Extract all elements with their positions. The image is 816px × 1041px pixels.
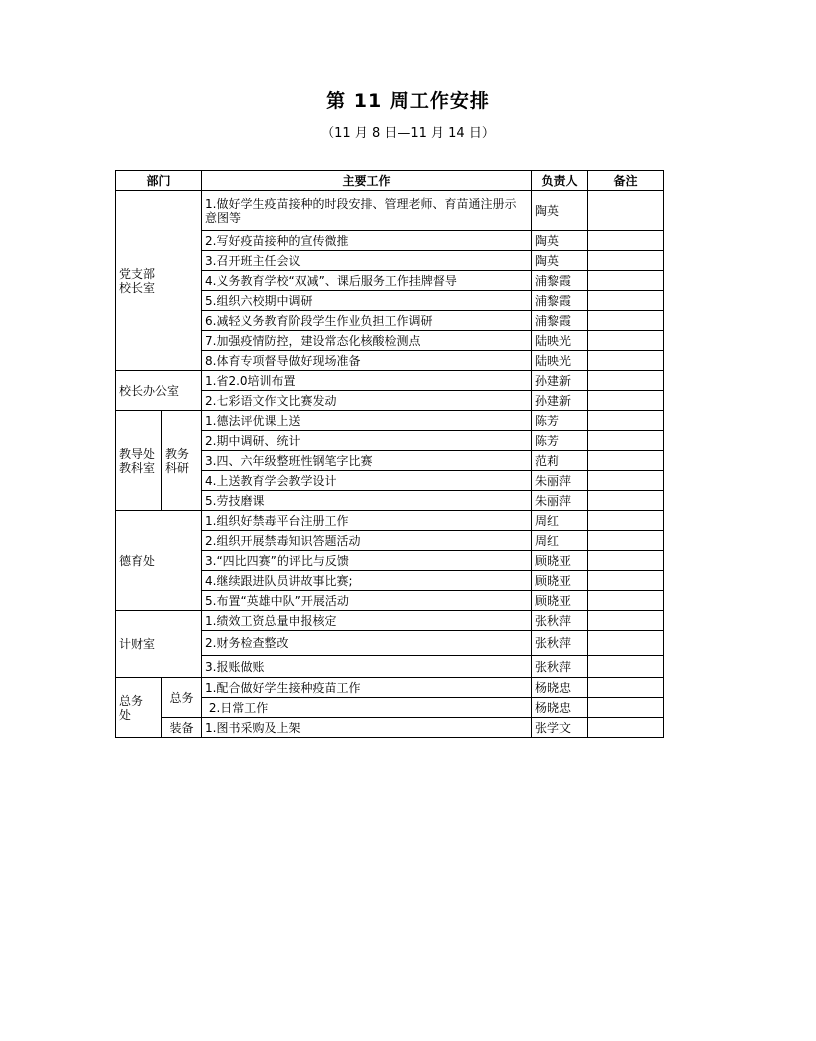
owner-cell: 浦黎霞	[532, 271, 588, 291]
work-cell: 3.四、六年级整班性钢笔字比赛	[202, 451, 532, 471]
owner-cell: 周红	[532, 511, 588, 531]
dept-teaching: 教导处 教科室	[116, 411, 162, 511]
note-cell	[588, 271, 664, 291]
dept-moral: 德育处	[116, 511, 202, 611]
dept-finance: 计财室	[116, 611, 202, 678]
work-cell: 1.德法评优课上送	[202, 411, 532, 431]
owner-cell: 杨晓忠	[532, 698, 588, 718]
owner-cell: 顾晓亚	[532, 591, 588, 611]
owner-cell: 陆映光	[532, 331, 588, 351]
page-title: 第 11 周工作安排	[326, 90, 490, 112]
note-cell	[588, 191, 664, 231]
owner-cell: 顾晓亚	[532, 551, 588, 571]
table-row	[116, 191, 664, 231]
header-owner: 负责人	[532, 171, 588, 191]
note-cell	[588, 451, 664, 471]
table-row	[116, 678, 664, 698]
work-cell: 2.七彩语文作文比赛发动	[202, 391, 532, 411]
owner-cell: 顾晓亚	[532, 571, 588, 591]
dept-general: 总务 处	[116, 678, 162, 738]
work-cell: 7.加强疫情防控，建设常态化核酸检测点	[202, 331, 532, 351]
work-cell: 6.减轻义务教育阶段学生作业负担工作调研	[202, 311, 532, 331]
work-cell: 1.配合做好学生接种疫苗工作	[202, 678, 532, 698]
work-cell: 5.劳技磨课	[202, 491, 532, 511]
work-cell: 2.期中调研、统计	[202, 431, 532, 451]
owner-cell: 陶英	[532, 251, 588, 271]
note-cell	[588, 611, 664, 631]
owner-cell: 张秋萍	[532, 656, 588, 678]
table-header-row	[116, 171, 664, 191]
note-cell	[588, 491, 664, 511]
note-cell	[588, 591, 664, 611]
table-row	[116, 611, 664, 631]
owner-cell: 陈芳	[532, 411, 588, 431]
owner-cell: 陶英	[532, 191, 588, 231]
work-cell: 2.财务检查整改	[202, 631, 532, 656]
note-cell	[588, 291, 664, 311]
work-cell: 4.义务教育学校“双减”、课后服务工作挂牌督导	[202, 271, 532, 291]
dept-research: 教务 科研	[162, 411, 202, 511]
owner-cell: 陆映光	[532, 351, 588, 371]
dept-principal-office: 校长办公室	[116, 371, 202, 411]
work-cell: 5.布置“英雄中队”开展活动	[202, 591, 532, 611]
work-cell: 8.体育专项督导做好现场准备	[202, 351, 532, 371]
owner-cell: 陶英	[532, 231, 588, 251]
note-cell	[588, 631, 664, 656]
table-row	[116, 411, 664, 431]
owner-cell: 张秋萍	[532, 611, 588, 631]
note-cell	[588, 251, 664, 271]
note-cell	[588, 571, 664, 591]
note-cell	[588, 391, 664, 411]
note-cell	[588, 656, 664, 678]
note-cell	[588, 411, 664, 431]
header-note: 备注	[588, 171, 664, 191]
table-row	[116, 511, 664, 531]
owner-cell: 朱丽萍	[532, 471, 588, 491]
work-cell: 2.写好疫苗接种的宣传微推	[202, 231, 532, 251]
work-cell: 2.日常工作	[202, 698, 532, 718]
owner-cell: 范莉	[532, 451, 588, 471]
work-schedule-table	[115, 170, 664, 738]
note-cell	[588, 231, 664, 251]
note-cell	[588, 718, 664, 738]
owner-cell: 孙建新	[532, 371, 588, 391]
owner-cell: 张秋萍	[532, 631, 588, 656]
work-cell: 3.召开班主任会议	[202, 251, 532, 271]
dept-party: 党支部 校长室	[116, 191, 202, 371]
work-cell: 4.上送教育学会教学设计	[202, 471, 532, 491]
owner-cell: 浦黎霞	[532, 311, 588, 331]
header-work: 主要工作	[202, 171, 532, 191]
work-cell: 1.省2.0培训布置	[202, 371, 532, 391]
owner-cell: 孙建新	[532, 391, 588, 411]
work-cell: 3.报账做账	[202, 656, 532, 678]
table-row	[116, 718, 664, 738]
note-cell	[588, 431, 664, 451]
owner-cell: 张学文	[532, 718, 588, 738]
work-cell: 1.组织好禁毒平台注册工作	[202, 511, 532, 531]
work-cell: 3.“四比四赛”的评比与反馈	[202, 551, 532, 571]
dept-general-equipment: 装备	[162, 718, 202, 738]
note-cell	[588, 471, 664, 491]
note-cell	[588, 531, 664, 551]
note-cell	[588, 331, 664, 351]
note-cell	[588, 371, 664, 391]
note-cell	[588, 511, 664, 531]
work-cell: 4.继续跟进队员讲故事比赛;	[202, 571, 532, 591]
owner-cell: 周红	[532, 531, 588, 551]
owner-cell: 朱丽萍	[532, 491, 588, 511]
work-cell: 1.绩效工资总量申报核定	[202, 611, 532, 631]
note-cell	[588, 551, 664, 571]
table-row	[116, 371, 664, 391]
note-cell	[588, 678, 664, 698]
owner-cell: 浦黎霞	[532, 291, 588, 311]
work-cell: 1.做好学生疫苗接种的时段安排、管理老师、育苗通注册示意图等	[202, 191, 532, 231]
note-cell	[588, 351, 664, 371]
note-cell	[588, 698, 664, 718]
dept-general-affairs: 总务	[162, 678, 202, 718]
note-cell	[588, 311, 664, 331]
owner-cell: 杨晓忠	[532, 678, 588, 698]
header-dept: 部门	[116, 171, 202, 191]
work-cell: 2.组织开展禁毒知识答题活动	[202, 531, 532, 551]
work-cell: 5.组织六校期中调研	[202, 291, 532, 311]
owner-cell: 陈芳	[532, 431, 588, 451]
date-range: （11 月 8 日—11 月 14 日）	[321, 126, 495, 141]
work-cell: 1.图书采购及上架	[202, 718, 532, 738]
